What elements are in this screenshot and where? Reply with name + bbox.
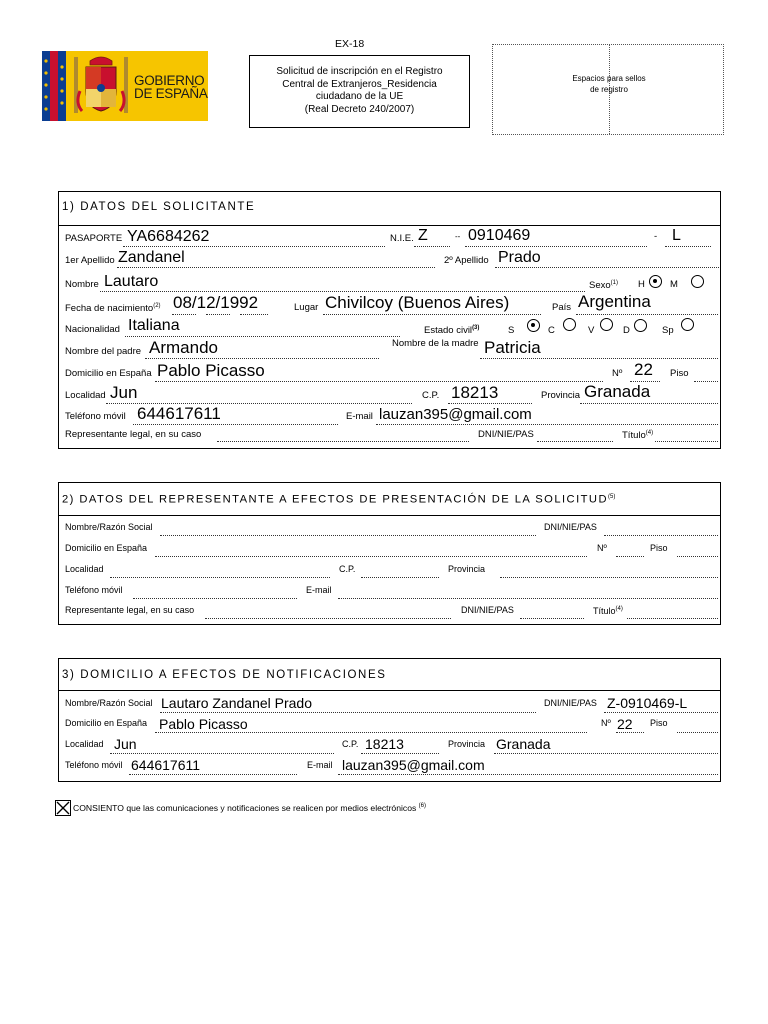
stamp-line: Espacios para sellos	[572, 74, 646, 83]
line-fecha-mm	[206, 314, 230, 315]
fecha-sup: (2)	[153, 303, 161, 309]
label-pais: País	[552, 302, 572, 313]
line-domicilio	[155, 381, 603, 382]
estado-civil-text: Estado civil	[424, 325, 473, 337]
stamp-area	[492, 44, 724, 135]
line-pasaporte	[123, 246, 385, 247]
label-nacionalidad: Nacionalidad	[65, 324, 120, 335]
s2-line-cp	[361, 577, 439, 578]
line-titulo	[655, 441, 718, 442]
line-piso	[694, 381, 718, 382]
label-ec-s: S	[508, 325, 515, 336]
s3-line-nombre	[160, 712, 536, 713]
s3-line-dni	[604, 712, 718, 713]
s2-label-numero: Nº	[597, 543, 607, 553]
line-telefono	[133, 424, 338, 425]
s2-line-localidad	[110, 577, 330, 578]
value-lugar[interactable]: Chivilcoy (Buenos Aires)	[325, 293, 510, 312]
label-sexo-m: M	[670, 279, 678, 290]
title-line: Central de Extranjeros_Residencia	[282, 78, 437, 90]
s3-line-piso	[677, 732, 718, 733]
label-ec-sp: Sp	[662, 325, 674, 336]
s2-label-localidad: Localidad	[65, 564, 104, 574]
label-telefono: Teléfono móvil	[65, 411, 126, 422]
s2-label-telefono: Teléfono móvil	[65, 585, 123, 595]
section-2-header-line	[59, 515, 720, 516]
s3-label-provincia: Provincia	[448, 739, 486, 749]
value-numero[interactable]: 22	[634, 360, 653, 379]
s3-value-telefono[interactable]: 644617611	[131, 757, 201, 773]
label-dni: DNI/NIE/PAS	[478, 429, 534, 440]
value-madre[interactable]: Patricia	[484, 338, 541, 357]
label-ec-v: V	[588, 325, 595, 336]
value-fecha[interactable]: 08/12/1992	[173, 293, 259, 312]
section-2	[58, 482, 721, 625]
s2-label-cp: C.P.	[339, 564, 356, 574]
label-domicilio: Domicilio en España	[65, 368, 152, 379]
label-ec-c: C	[548, 325, 555, 336]
value-pasaporte[interactable]: YA6684262	[127, 228, 210, 245]
section-1-title: 1) DATOS DEL SOLICITANTE	[62, 201, 256, 213]
value-padre[interactable]: Armando	[149, 338, 218, 357]
line-fecha-dd	[172, 314, 196, 315]
s3-label-piso: Piso	[650, 718, 668, 728]
s2-label-provincia: Provincia	[448, 564, 486, 574]
section-3-title: 3) DOMICILIO A EFECTOS DE NOTIFICACIONES	[62, 669, 387, 681]
consent-label-rest: que las comunicaciones y notificaciones se realicen por medios electrónicos	[123, 802, 417, 813]
title-line: (Real Decreto 240/2007)	[304, 103, 415, 115]
line-nombre	[100, 291, 585, 292]
form-code: EX-18	[335, 38, 365, 50]
label-ec-d: D	[623, 325, 630, 336]
line-apellido2	[495, 267, 719, 268]
value-pais[interactable]: Argentina	[578, 292, 651, 311]
consent-label	[73, 803, 426, 812]
s3-label-dni: DNI/NIE/PAS	[544, 698, 597, 708]
sexo-text: Sexo	[589, 280, 611, 292]
section-3-header-line	[59, 690, 720, 691]
s3-label-numero: Nº	[601, 718, 611, 728]
section-2-title-sup: (5)	[608, 494, 616, 500]
label-email: E-mail	[346, 411, 373, 422]
value-nacionalidad[interactable]: Italiana	[128, 317, 180, 334]
consent-checkbox[interactable]	[55, 800, 71, 816]
line-fecha-yy	[240, 314, 268, 315]
line-pais	[576, 314, 718, 315]
s2-line-titulo	[627, 618, 718, 619]
titulo-text: Título	[622, 430, 646, 442]
label-lugar: Lugar	[294, 302, 319, 313]
label-madre: Nombre de la madre	[392, 338, 479, 349]
stamp-label	[493, 73, 725, 95]
line-padre	[145, 358, 379, 359]
section-2-title	[62, 494, 615, 506]
estado-civil-sup: (3)	[472, 325, 480, 331]
line-apellido1	[117, 267, 435, 268]
s2-label-email: E-mail	[306, 585, 332, 595]
s2-line-numero	[616, 556, 644, 557]
s2-label-piso: Piso	[650, 543, 668, 553]
form-title	[250, 66, 469, 116]
check-x-icon	[56, 801, 70, 815]
s3-line-telefono	[129, 774, 297, 775]
value-telefono[interactable]: 644617611	[137, 404, 221, 423]
s3-line-localidad	[110, 753, 334, 754]
gov-line-2: DE ESPAÑA	[134, 86, 208, 101]
line-representante	[217, 441, 469, 442]
label-apellido1: 1er Apellido	[65, 255, 115, 266]
s3-line-provincia	[494, 753, 718, 754]
s2-line-domicilio	[155, 556, 587, 557]
line-provincia	[580, 403, 718, 404]
label-pasaporte: PASAPORTE	[65, 233, 123, 244]
section-1-header-line	[59, 225, 720, 226]
value-nie-control[interactable]: L	[672, 227, 681, 244]
line-madre	[480, 358, 718, 359]
nie-separator: --	[455, 232, 461, 241]
fecha-text: Fecha de nacimiento	[65, 303, 154, 315]
s3-value-domicilio[interactable]: Pablo Picasso	[159, 716, 248, 732]
s2-label-domicilio: Domicilio en España	[65, 543, 148, 553]
s3-label-localidad: Localidad	[65, 739, 104, 749]
s2-line-piso	[677, 556, 718, 557]
s3-line-numero	[616, 732, 644, 733]
line-nie-letter	[414, 246, 450, 247]
value-nie-letter[interactable]: Z	[418, 227, 428, 244]
nie-dash: -	[654, 231, 658, 242]
line-nacionalidad	[125, 336, 400, 337]
government-logo	[42, 51, 208, 121]
label-provincia: Provincia	[541, 390, 581, 401]
line-email	[376, 424, 718, 425]
title-line: Solicitud de inscripción en el Registro	[276, 66, 443, 77]
value-cp[interactable]: 18213	[451, 383, 499, 402]
label-apellido2: 2º Apellido	[444, 255, 489, 266]
value-nie-number[interactable]: 0910469	[468, 227, 531, 244]
radio-sexo-h[interactable]	[649, 275, 662, 288]
label-numero: Nº	[612, 368, 623, 379]
line-nie-number	[465, 246, 647, 247]
s3-label-telefono: Teléfono móvil	[65, 760, 123, 770]
s3-label-email: E-mail	[307, 760, 333, 770]
s2-line-dni	[604, 535, 718, 536]
label-sexo	[589, 280, 618, 291]
radio-ec-c[interactable]	[563, 318, 576, 331]
s3-label-nombre: Nombre/Razón Social	[65, 698, 153, 708]
s3-value-cp[interactable]: 18213	[365, 736, 404, 752]
line-dni	[537, 441, 613, 442]
s3-line-domicilio	[155, 732, 587, 733]
form-title-box	[249, 55, 470, 128]
value-provincia[interactable]: Granada	[584, 382, 651, 401]
label-padre: Nombre del padre	[65, 346, 142, 357]
value-apellido1[interactable]: Zandanel	[118, 249, 185, 266]
s3-value-numero[interactable]: 22	[617, 716, 633, 732]
value-domicilio[interactable]: Pablo Picasso	[157, 361, 265, 380]
s3-value-nombre[interactable]: Lautaro Zandanel Prado	[161, 695, 312, 711]
s2-titulo-text: Título	[593, 606, 616, 616]
sexo-sup: (1)	[610, 280, 618, 286]
s3-line-email	[338, 774, 718, 775]
radio-sexo-m[interactable]	[691, 275, 704, 288]
label-sexo-h: H	[638, 279, 645, 290]
s3-label-domicilio: Domicilio en España	[65, 718, 148, 728]
line-lugar	[323, 314, 541, 315]
value-nombre[interactable]: Lautaro	[104, 273, 159, 290]
label-titulo	[622, 430, 653, 441]
s2-line-telefono	[133, 598, 297, 599]
value-apellido2[interactable]: Prado	[498, 249, 541, 266]
s2-line-provincia	[500, 577, 718, 578]
gov-line-1: GOBIERNO	[134, 73, 205, 88]
label-piso: Piso	[670, 368, 689, 379]
label-representante: Representante legal, en su caso	[65, 429, 202, 440]
label-fecha	[65, 303, 161, 314]
s3-label-cp: C.P.	[342, 739, 359, 749]
label-estado-civil	[424, 325, 479, 336]
label-nie: N.I.E.	[390, 233, 414, 244]
s3-value-email[interactable]: lauzan395@gmail.com	[342, 757, 485, 773]
s2-label-dni: DNI/NIE/PAS	[544, 522, 597, 532]
label-nombre: Nombre	[65, 279, 99, 290]
consent-sup: (6)	[418, 803, 427, 809]
s3-value-localidad[interactable]: Jun	[114, 736, 137, 752]
titulo-sup: (4)	[645, 430, 654, 436]
s2-label-titulo	[593, 606, 623, 616]
s2-label-representante: Representante legal, en su caso	[65, 605, 195, 615]
s2-line-dni2	[520, 618, 584, 619]
s2-label-dni2: DNI/NIE/PAS	[461, 605, 514, 615]
s2-line-nombre	[160, 535, 536, 536]
value-email[interactable]: lauzan395@gmail.com	[379, 406, 532, 423]
radio-ec-v[interactable]	[600, 318, 613, 331]
section-2-title-text: 2) DATOS DEL REPRESENTANTE A EFECTOS DE PRESENTACIÓN DE LA SOLICITUD	[62, 493, 608, 506]
s3-line-cp	[361, 753, 439, 754]
radio-ec-d[interactable]	[634, 319, 647, 332]
consent-label-bold: CONSIENTO	[73, 802, 124, 813]
radio-ec-sp[interactable]	[681, 318, 694, 331]
radio-ec-s[interactable]	[527, 319, 540, 332]
s2-label-nombre: Nombre/Razón Social	[65, 522, 153, 532]
label-cp: C.P.	[422, 390, 440, 401]
line-nie-control	[665, 246, 711, 247]
s2-line-representante	[205, 618, 451, 619]
line-cp	[448, 403, 532, 404]
value-localidad[interactable]: Jun	[110, 383, 138, 402]
title-line: ciudadano de la UE	[315, 91, 404, 102]
s3-value-provincia[interactable]: Granada	[496, 736, 551, 752]
stamp-line: de registro	[590, 85, 628, 94]
label-localidad: Localidad	[65, 390, 106, 401]
government-name	[134, 74, 208, 100]
s3-value-dni[interactable]: Z-0910469-L	[607, 695, 688, 711]
s2-line-email	[338, 598, 718, 599]
s2-titulo-sup: (4)	[615, 606, 623, 612]
